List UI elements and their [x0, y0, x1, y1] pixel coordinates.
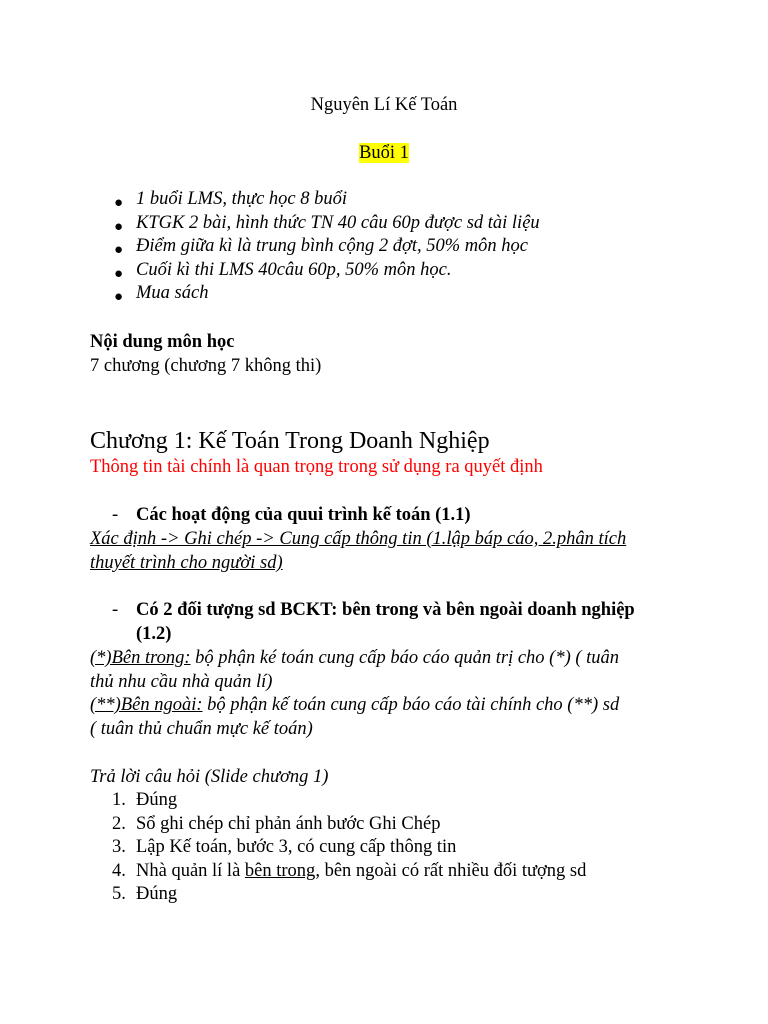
- item-number: 4.: [112, 860, 126, 881]
- answer-text: Sổ ghi chép chỉ phản ánh bước Ghi Chép: [136, 813, 441, 834]
- bullet-icon: ●: [114, 218, 124, 235]
- section1-heading: Các hoạt động của quui trình kế toán (1.1): [136, 505, 471, 525]
- answer-underlined: bên trong: [244, 860, 316, 881]
- outside-text: bộ phận kế toán cung cấp báo cáo tài chính cho (**) sd: [202, 695, 620, 715]
- section2-heading-line2: (1.2): [136, 624, 172, 644]
- chapter-title: Chương 1: Kế Toán Trong Doanh Nghiệp: [90, 428, 490, 454]
- inside-label: (*)Bên trong:: [90, 648, 191, 668]
- bullet-icon: ●: [114, 242, 124, 259]
- list-item: [112, 836, 586, 860]
- section1-dash: -: [112, 505, 119, 525]
- session-line: [0, 142, 768, 166]
- bullet-text: KTGK 2 bài, hình thức TN 40 câu 60p được sd tài liệu: [136, 212, 540, 233]
- bullet-text: Cuối kì thi LMS 40câu 60p, 50% môn học.: [136, 259, 452, 280]
- section1-line2: thuyết trình cho người sd): [90, 553, 283, 573]
- list-item: [112, 883, 586, 907]
- bullet-text: Điểm giữa kì là trung bình cộng 2 đợt, 50% môn học: [136, 236, 528, 257]
- item-number: 1.: [112, 790, 126, 810]
- list-item: [112, 813, 586, 837]
- item-number: 3.: [112, 837, 126, 858]
- bullet-icon: ●: [114, 289, 124, 306]
- bullet-text: 1 buổi LMS, thực học 8 buổi: [136, 189, 348, 209]
- list-item: [112, 259, 540, 283]
- content-text: 7 chương (chương 7 không thi): [90, 356, 322, 376]
- bullet-text: Mua sách: [136, 283, 209, 304]
- list-item: [112, 789, 586, 813]
- bullet-icon: ●: [114, 265, 124, 282]
- item-number: 2.: [112, 813, 126, 834]
- qa-heading: Trả lời câu hỏi (Slide chương 1): [90, 767, 329, 787]
- answer-pre: Nhà quản lí là: [136, 860, 245, 881]
- bullet-list: [112, 188, 540, 306]
- bullet-icon: ●: [114, 195, 124, 211]
- document-title: Nguyên Lí Kế Toán: [310, 95, 458, 115]
- outside-line: [90, 694, 619, 718]
- inside-text-cont: thủ nhu cầu nhà quản lí): [90, 672, 273, 692]
- list-item: [112, 860, 586, 884]
- content-heading: Nội dung môn học: [90, 332, 235, 352]
- answer-text: Đúng: [136, 884, 178, 905]
- list-item: [112, 235, 540, 259]
- list-item: [112, 212, 540, 236]
- chapter-note: Thông tin tài chính là quan trọng trong sử dụng ra quyết định: [90, 457, 543, 477]
- section2-dash: -: [112, 600, 119, 620]
- answer-text: Đúng: [136, 790, 178, 810]
- inside-line: [90, 647, 619, 671]
- session-label: Buổi 1: [359, 143, 409, 163]
- inside-text: bộ phận ké toán cung cấp báo cáo quản trị cho (*) ( tuân: [190, 648, 620, 668]
- answer-list: [112, 789, 586, 907]
- answer-text: Lập Kế toán, bước 3, có cung cấp thông tin: [136, 837, 457, 858]
- list-item: [112, 188, 540, 212]
- answer-post: , bên ngoài có rất nhiều đối tượng sd: [315, 860, 587, 881]
- outside-label: (**)Bên ngoài:: [90, 695, 203, 715]
- outside-text-cont: ( tuân thủ chuẩn mực kế toán): [90, 719, 313, 739]
- section1-line1: Xác định -> Ghi chép -> Cung cấp thông tin (1.lập báp cáo, 2.phân tích: [90, 529, 627, 549]
- item-number: 5.: [112, 884, 126, 905]
- section2-heading-line1: Có 2 đối tượng sd BCKT: bên trong và bên ngoài doanh nghiệp: [136, 600, 635, 620]
- list-item: [112, 282, 540, 306]
